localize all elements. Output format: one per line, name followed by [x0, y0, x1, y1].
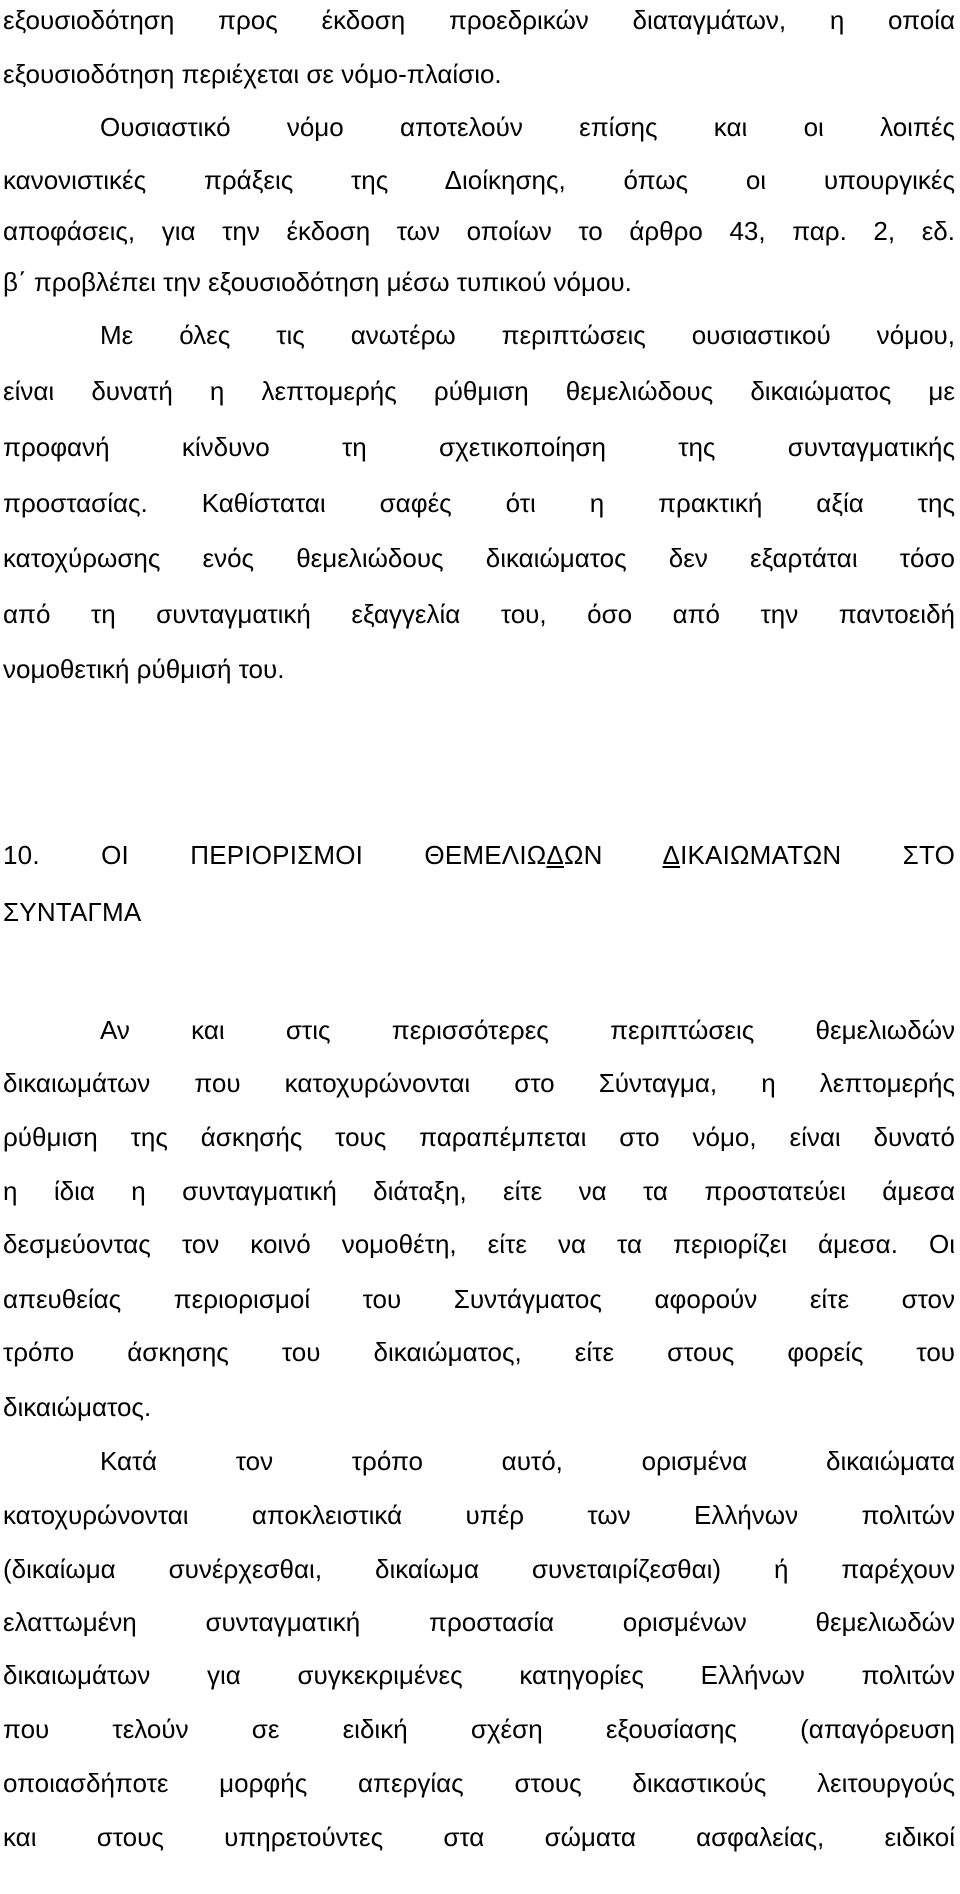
heading-text: ΟΙ ΠΕΡΙΟΡΙΣΜΟΙ ΘΕΜΕΛΙΩ [101, 840, 547, 870]
text-line: κατοχυρώνονται αποκλειστικά υπέρ των Ελλήνων πολιτών [3, 1500, 955, 1530]
text-line: που τελούν σε ειδική σχέση εξουσίασης (απαγόρευση [3, 1714, 955, 1744]
text-line: κατοχύρωσης ενός θεμελιώδους δικαιώματος δεν εξαρτάται τόσο [3, 543, 955, 573]
text-line: ρύθμιση της άσκησής τους παραπέμπεται στο νόμο, είναι δυνατό [3, 1122, 955, 1152]
heading-text: ΩΝ [564, 840, 663, 870]
text-line: δικαιωμάτων που κατοχυρώνονται στο Σύνταγμα, η λεπτομερής [3, 1068, 955, 1098]
text-line: ελαττωμένη συνταγματική προστασία ορισμένων θεμελιωδών [3, 1607, 955, 1637]
paragraph-first-line: Με όλες τις ανωτέρω περιπτώσεις ουσιαστικού νόμου, [100, 320, 955, 350]
heading-underlined-letter: Δ [662, 840, 681, 870]
text-line: (δικαίωμα συνέρχεσθαι, δικαίωμα συνεταιρίζεσθαι) ή παρέχουν [3, 1554, 955, 1584]
paragraph-first-line: Αν και στις περισσότερες περιπτώσεις θεμελιωδών [100, 1015, 955, 1045]
heading-number: 10. [3, 840, 40, 870]
text-line: και στους υπηρετούντες στα σώματα ασφαλείας, ειδικοί [3, 1822, 955, 1852]
text-line: αποφάσεις, για την έκδοση των οποίων το άρθρο 43, παρ. 2, εδ. [3, 216, 955, 246]
text-line: η ίδια η συνταγματική διάταξη, είτε να τα προστατεύει άμεσα [3, 1176, 955, 1206]
section-heading-line-2: ΣΥΝΤΑΓΜΑ [3, 897, 142, 927]
text-line: β΄ προβλέπει την εξουσιοδότηση μέσω τυπικού νόμου. [3, 267, 632, 297]
text-line: δικαιωμάτων για συγκεκριμένες κατηγορίες Ελλήνων πολιτών [3, 1660, 955, 1690]
paragraph-first-line: Κατά τον τρόπο αυτό, ορισμένα δικαιώματα [100, 1446, 955, 1476]
heading-text: ΙΚΑΙΩΜΑΤΩΝ ΣΤΟ [680, 840, 955, 870]
text-line: εξουσιοδότηση προς έκδοση προεδρικών διαταγμάτων, η οποία [3, 5, 955, 35]
text-line: προστασίας. Καθίσταται σαφές ότι η πρακτική αξία της [3, 488, 955, 518]
text-line: δεσμεύοντας τον κοινό νομοθέτη, είτε να τα περιορίζει άμεσα. Οι [3, 1229, 955, 1259]
text-line: δικαιώματος. [3, 1392, 152, 1422]
section-heading [3, 838, 955, 872]
text-line: κανονιστικές πράξεις της Διοίκησης, όπως οι υπουργικές [3, 165, 955, 195]
text-line: προφανή κίνδυνο τη σχετικοποίηση της συνταγματικής [3, 432, 955, 462]
text-line: απευθείας περιορισμοί του Συντάγματος αφορούν είτε στον [3, 1284, 955, 1314]
text-line: από τη συνταγματική εξαγγελία του, όσο από την παντοειδή [3, 599, 955, 629]
text-line: οποιασδήποτε μορφής απεργίας στους δικαστικούς λειτουργούς [3, 1768, 955, 1798]
paragraph-first-line: Ουσιαστικό νόμο αποτελούν επίσης και οι λοιπές [100, 112, 955, 142]
heading-underlined-letter: Δ [546, 840, 564, 870]
text-line: εξουσιοδότηση περιέχεται σε νόμο-πλαίσιο. [3, 59, 502, 89]
text-line: είναι δυνατή η λεπτομερής ρύθμιση θεμελιώδους δικαιώματος με [3, 376, 955, 406]
text-line: νομοθετική ρύθμισή του. [3, 654, 285, 684]
text-line: τρόπο άσκησης του δικαιώματος, είτε στους φορείς του [3, 1337, 955, 1367]
